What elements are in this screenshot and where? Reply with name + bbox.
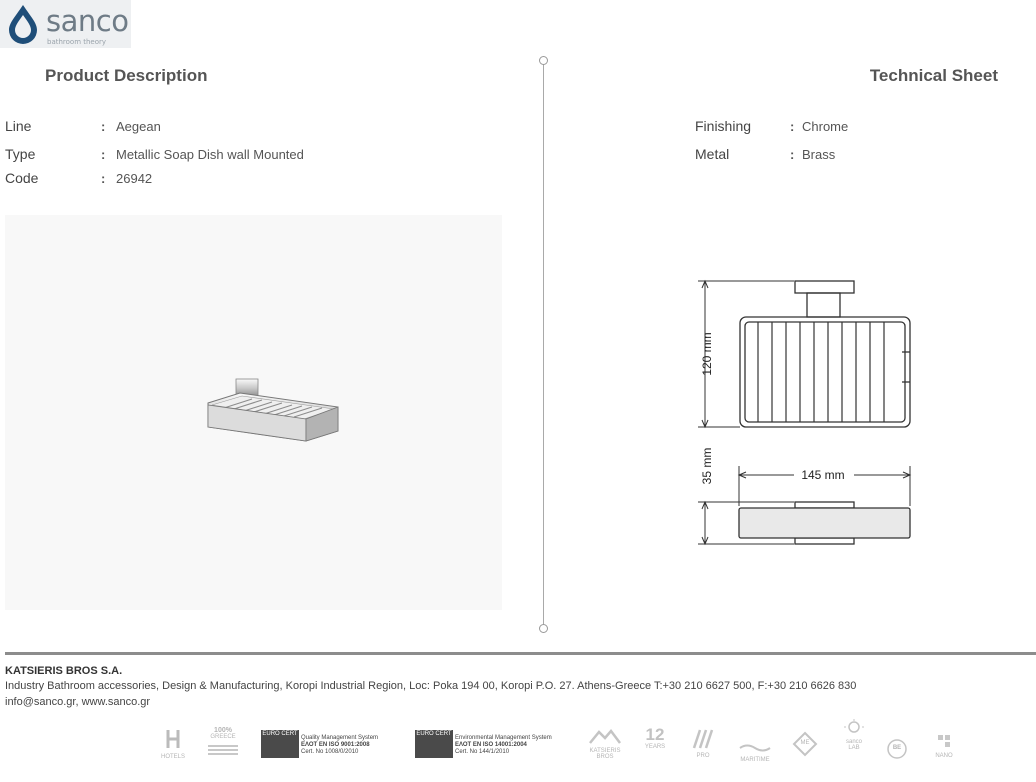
years-number: 12 bbox=[645, 725, 665, 744]
metal-label: Metal bbox=[695, 146, 730, 162]
technical-drawing bbox=[690, 270, 930, 555]
nano-badge bbox=[930, 733, 958, 759]
product-description-heading: Product Description bbox=[45, 66, 208, 85]
company-address: Industry Bathroom accessories, Design & Manufacturing, Koropi Industrial Region, Loc: Poka 194 00, Koropi P.O. 27. Athens-Greece T:+30 210 6627 500, F:+30 210 6626 830 bbox=[5, 680, 857, 692]
me-badge bbox=[792, 731, 818, 759]
width-dimension: 145 mm bbox=[801, 468, 845, 482]
sanco-logo bbox=[0, 0, 131, 48]
cert2-standard: ΕΛΟΤ EN ISO 14001:2004 bbox=[455, 742, 527, 748]
type-label: Type bbox=[5, 146, 36, 162]
iso14001-text bbox=[455, 735, 570, 756]
colon: : bbox=[101, 147, 106, 162]
colon: : bbox=[101, 171, 106, 186]
depth-dimension: 35 mm bbox=[700, 447, 714, 485]
soap-dish-image bbox=[200, 375, 345, 455]
years-badge bbox=[640, 726, 670, 758]
footer-rule bbox=[5, 652, 1036, 655]
finishing-value: Chrome bbox=[802, 119, 849, 134]
pro-text: PRO bbox=[696, 753, 710, 759]
type-value: Metallic Soap Dish wall Mounted bbox=[116, 147, 304, 162]
technical-sheet-heading: Technical Sheet bbox=[869, 66, 998, 85]
greek-flag-icon bbox=[208, 745, 238, 755]
metal-value: Brass bbox=[802, 147, 836, 162]
years-text: YEARS bbox=[644, 744, 666, 750]
cert2-number: Cert. No 144/1/2010 bbox=[455, 749, 510, 755]
wave-icon bbox=[738, 743, 772, 753]
cert1-number: Cert. No 1008/0/2010 bbox=[301, 749, 359, 755]
code-label: Code bbox=[5, 170, 39, 186]
sanco-lab-badge bbox=[840, 719, 868, 759]
colon: : bbox=[101, 119, 106, 134]
colon: : bbox=[790, 147, 795, 162]
eurocert-logo-2: EURO CERT bbox=[415, 730, 453, 758]
be-text: BE bbox=[892, 745, 902, 751]
company-contact: info@sanco.gr, www.sanco.gr bbox=[5, 696, 151, 708]
mountain-icon bbox=[588, 728, 622, 744]
maritime-text: MARITIME bbox=[740, 757, 770, 763]
be-badge bbox=[886, 738, 908, 760]
greece-percent: 100% bbox=[214, 727, 232, 734]
bulb-icon bbox=[840, 719, 868, 735]
pro-badge bbox=[690, 729, 716, 759]
katsieris-text: KATSIERIS BROS bbox=[589, 748, 621, 760]
height-dimension: 120 mm bbox=[700, 332, 714, 376]
brand-tagline: bathroom theory bbox=[47, 38, 107, 46]
greece-badge bbox=[208, 727, 238, 757]
company-name: KATSIERIS BROS S.A. bbox=[5, 665, 123, 677]
greece-text: GREECE bbox=[210, 734, 236, 740]
me-text: ME bbox=[800, 740, 810, 746]
maritime-badge bbox=[738, 738, 772, 763]
hotel-icon bbox=[158, 728, 188, 750]
brand-name: sanco bbox=[46, 4, 129, 38]
eurocert-logo-1: EURO CERT bbox=[261, 730, 299, 758]
hotels-text: HOTELS bbox=[160, 754, 185, 760]
drop-logo-icon bbox=[5, 3, 41, 45]
katsieris-badge bbox=[588, 728, 622, 758]
product-photo bbox=[5, 215, 502, 610]
stripes-icon bbox=[690, 729, 716, 749]
colon: : bbox=[790, 119, 795, 134]
divider-dot-bottom bbox=[539, 624, 548, 633]
iso9001-text bbox=[301, 735, 411, 756]
cert1-standard: ΕΛΟΤ EN ISO 9001:2008 bbox=[301, 742, 370, 748]
divider-dot-top bbox=[539, 56, 548, 65]
line-value: Aegean bbox=[116, 119, 161, 134]
nano-text: NANO bbox=[935, 753, 953, 759]
cert1-title: Quality Management System bbox=[301, 735, 379, 741]
cert2-title: Environmental Management System bbox=[455, 735, 552, 741]
nano-grid-icon bbox=[930, 733, 958, 749]
hotels-badge bbox=[158, 728, 188, 758]
sanco-lab-text: sanco LAB bbox=[845, 739, 862, 751]
center-divider bbox=[543, 60, 544, 630]
line-label: Line bbox=[5, 118, 32, 134]
finishing-label: Finishing bbox=[695, 118, 752, 134]
code-value: 26942 bbox=[116, 171, 153, 186]
